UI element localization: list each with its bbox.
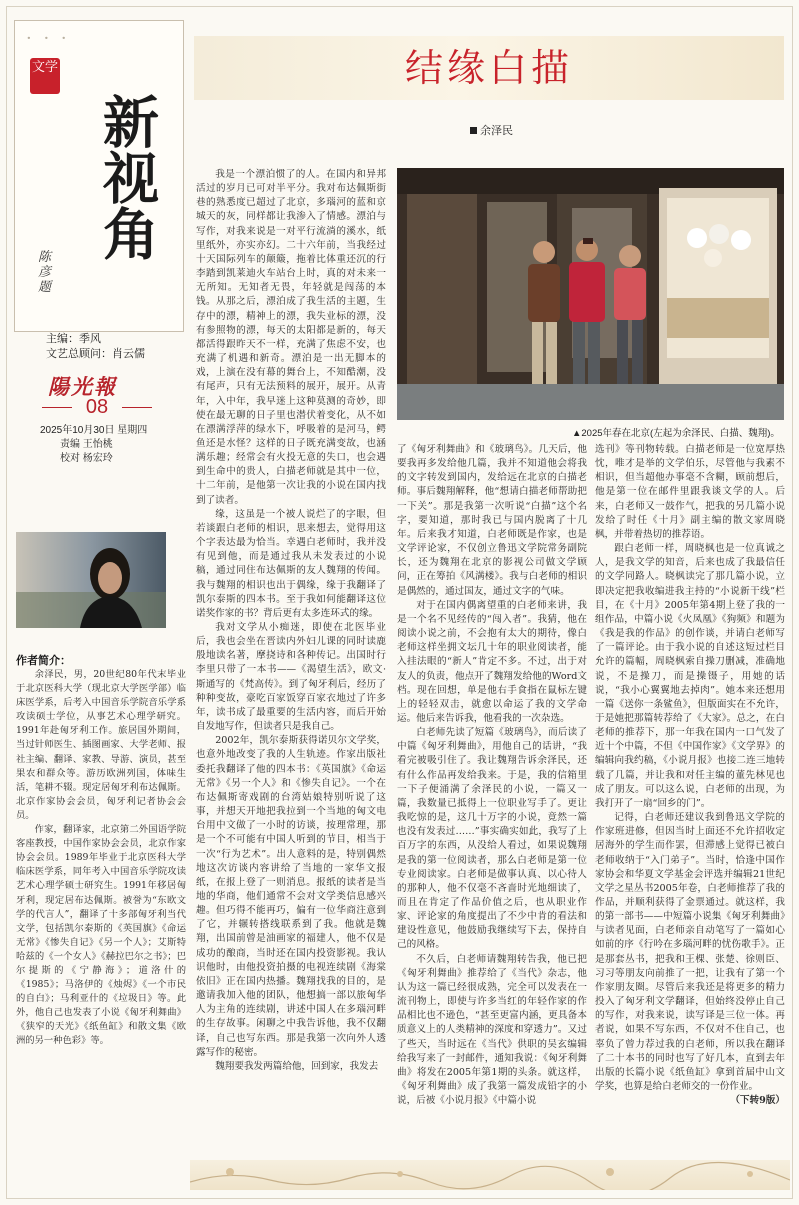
page-number: 08 [85, 396, 109, 418]
newspaper-name: 陽光報 [48, 374, 117, 399]
rule-right [122, 407, 152, 408]
author-portrait-photo [16, 532, 166, 628]
proofreader: 校对 杨宏玲 [60, 453, 113, 464]
band-ornament [190, 1160, 790, 1190]
art-advisor: 文艺总顾问：肖云儒 [46, 348, 145, 360]
article-paragraph: 跟白老师一样，周晓枫也是一位真诚之人，是我文学的知音，后来也成了我最信任的文学同路人。晓枫读完了那几篇小说，立即决定把我收编进我主持的“小说新干线”栏目，在《十月》2005年第4期上登了我的一组作品，中篇小说《火凤凰》《狗频》和题为《我是我的作品》的创作谈，并请白老师写了一篇评论。由于我小说的自述这短过栏目允许的篇幅，周晓枫索自操刀删减，准确地说，不是操刀，而是操镊子，用她的话说，“我小心翼翼地去掉肉”。她本来还想用一篇《送你一条鲨鱼》，但版面实在不允许，于是她把那篇转荐给了《大家》。总之，在白老师的推荐下，那一年我在国内一口气发了近十个中篇，不但《中国作家》《文学界》的编辑向我约稿，《小说月报》也接二连三地转载了几篇，并让我和对任主编的董先林见也成了朋友。可以这么说，白老师的出现，为我打开了一扇“回乡的门”。 [595, 543, 785, 809]
article-paragraph: 2002年，凯尔泰斯获得诺贝尔文学奖，也意外地改变了我的人生轨迹。作家出版社委托我翻译了他的四本书：《英国旗》《命运无常》《另一个人》和《惨失自记》。一个在布达佩斯寄戏剧的台湾姑娘特别听说了这事，并想天开地把我拉到一个当地的匈文电台用中文做了一小时的访谈，按理常理，那是一个不可能有中国人听到的节目，相当于一次“行为艺术”。出人意料的是，特别偶然地这次访谈内容讲给了当地的一家华文报纸，在报上登了一则消息。报纸的读者是当地的华商，他们通常不会对文学类信息感兴趣。但巧得不能再巧，偏有一位华商注意到了它，并辗转搭线联系到了我。他就是魏翔，出国前曾是油画家的福建人，他不仅是成功的酿商，当时还在国内投资影视。我认识他时，由他投资拍摄的电视连续剧《海棠依旧》正在国内热播。魏翔找我的目的，是邀请我加入他的团队，他想搞一部以旅匈华人为主角的连续剧，讲述中国人在多瑙河畔的生存故事。闲聊之中我告诉他，我不仅翻译，自己也写东西。那是我第一次向外人透露写作的秘密。 [196, 735, 386, 1058]
group-photo [397, 168, 784, 420]
column-title: 新视角 [94, 93, 160, 261]
bottom-decorative-band [190, 1160, 790, 1190]
author-name: 余泽民 [480, 125, 513, 137]
bio-paragraph: 余泽民，男，20世纪80年代末毕业于北京医科大学（现北京大学医学部）临床医学系，后考入中国音乐学院音乐学系攻读硕士学位，从事艺术心理学研究。1991年赴匈牙利工作。旅居国外期间，当过针师医生、插图画家、大学老师、报社主编、翻译、家教、导游、演员，甚至果农和群众等。游历欧洲列国，体味生活，笔耕不辍。现定居匈牙利布达佩斯。北京作家协会会员，匈牙利记者协会会员。 [16, 669, 186, 821]
article-column-3 [595, 443, 785, 1158]
decorative-ink-dots: · · · [26, 28, 70, 49]
article-paragraph: 不久后，白老师请魏翔转告我，他已把《匈牙利舞曲》推荐给了《当代》杂志，他认为这一篇已经很成熟，完全可以发表在一流刊物上，即使与许多当红的年轻作家的作品相比也不逊色，“甚至更富内涵，更具备本质意义上的人类精神的深度和穿透力”。又过了些天，当时远在《当代》供职的吴玄编辑给我写来了一封邮件，通知我说：《匈牙利舞曲》将发在2005年第1期的头条。就这样，《匈牙利舞曲》成了我第一篇发成铅字的小说，后被《小说月报》《中篇小说 [397, 953, 587, 1107]
article-column-1 [196, 168, 386, 1158]
article-paragraph: 缘，这虽是一个被人说烂了的字眼，但若谈跟白老师的相识，思来想去，觉得用这个字表达最为恰当。幸遇白老师时，我并没有见到他，而是通过我从未发表过的小说稿，通过同住布达佩斯的友人魏翔的传闻。我与魏翔的相识也出于偶缘，缘于我翻译了凯尔泰斯的四本书。至于我如何能翻译这位诺奖作家的书？背后更有太多连环式的缘。 [196, 508, 386, 619]
author-intro-heading: 作者简介： [16, 655, 71, 667]
editor-credits [46, 332, 186, 362]
literature-seal: 文学 [30, 58, 60, 94]
article-paragraph: 我对文学从小痴迷，即使在北医毕业后，我也会坐在晋读内外妇儿课的同时读鹿殷地读名著，摩挠诗和各种传记。出国时行李里只带了一本书——《渴望生活》，欧文·斯通写的《梵高传》。到了匈牙利后，经历了种种变故，豪吃百家饭穿百家衣地过了许多年，读书成了最重要的生活内容，而后开始自发地写作，但读者只是我自己。 [196, 622, 386, 733]
group-photo-graphic [397, 168, 784, 420]
author-portrait-graphic [16, 532, 166, 628]
photo-caption: ▲2025年春在北京(左起为余泽民、白描、魏翔)。 [572, 428, 780, 439]
author-bio [16, 668, 186, 1049]
article-paragraph: 选刊》等刊物转载。白描老师是一位宽厚热忱，唯才是举的文学伯乐，尽管他与我素不相识，但当超他办事毫不含糊，顾前想后，他是第一位在邮件里跟我谈文学的人。后来，白老师又一鼓作气，把我的另几篇小说发给了时任《十月》副主编的散文家周晓枫，并带着热切的推荐语。 [595, 444, 785, 540]
article-paragraph: 对于在国内偶离望重的白老师来讲，我是一个名不见经传的“闯入者”。我猜，他在阅读小说之前，不会抱有太大的期待，像白老师这样坐拥文坛几十年的职业阅读者，能入挂法眼的“新人”肯定不多。不过，出于对友人的负责，他点开了魏翔发给他的Word文档。现在回想，单是他右手食指在鼠标左键上的轻轻双击，就愈以命运了我的文学命运。他后来告诉我，他看我的一次杂选。 [397, 599, 587, 724]
rule-left [42, 407, 72, 408]
byline-marker [470, 127, 477, 134]
article-title: 结缘白描 [404, 46, 573, 90]
article-paragraph: 我是一个漂泊惯了的人。在国内和异邦活过的岁月已可对半平分。我对布达佩斯街巷的熟悉度已超过了北京，多瑙河的蓝和京城天的灰，同样都让我渗入了情感。漂泊与写作，对我来说是一对平行流淌的溪水，纸里纸外，亦实亦幻。二十六年前，当我经过十天国际列车的颠簸，拖着比体重还沉的行李踏到凯莱迪火车站台上时，真的对未来一无所知。无知者无畏，年轻就是闯荡的本钱。从那之后，漂泊成了我生活的主题，生存中的漂，精神上的漂，我失业标的漂，没有参照物的漂，每天的太阳都是新的，每天都活得跟昨天不一样，充满了焦虑不安，也充满了机遇和新奇。漂泊是一出无脚本的戏，上演在没有幕的舞台上，不知酷潮，没有尾声，只有无法预料的展开，展开。从青年，入中年，我早迷上这种莫测的奇妙，即使在最无聊的日子里也潜伏着变化，从不如在漂满浮萍的绿水下，呼吸着的是河马，鳄鱼还是水怪？这样的日子既充满变故，也涵满乐趣；经常会有火投无意的失口，也会遇到生命中的贵人，白描老师就是其中一位，十二年前，是他第一次让我的小说在国内找到了读者。 [196, 169, 386, 506]
dateline [40, 424, 190, 466]
article-column-2 [397, 443, 587, 1158]
article-paragraph: 魏翔要我发两篇给他，回到家，我发去 [215, 1060, 379, 1072]
duty-editor: 责编 王怡桃 [60, 439, 113, 450]
continued-note: （下转9版） [730, 1095, 785, 1107]
article-paragraph: 了《匈牙利舞曲》和《玻璃鸟》。几天后，他要我再多发给他几篇，我并不知道他会将我的文字转发到国内，发给远在北京的白描老师。事后魏翔解释，他“想请白描老师帮助把一下关”。那是我第一次听说“白描”这个名字，要知道，那时我已与国内脱离了十几年。后来我才知道，白老师既是作家，也是文学评论家，不仅创立鲁迅文学院常务副院长，还为魏翔在北京的影视公司做文学顾问，正在筹拍《风满楼》。我与白老师的相识是偶然的，通过国友，通过文字的气味。 [397, 444, 587, 597]
chief-editor: 主编：季风 [46, 333, 101, 345]
article-paragraph: 记得，白老师还建议我到鲁迅文学院的作家班进修，但因当时上面还不允许招收定居海外的学生而作罢，但滞感上觉得已被白老师收纳于“入门弟子”。当时，恰逢中国作家协会和华夏文学基金会评选并编辑21世纪文学之星丛书2005年卷，白老师推荐了我的作品，并顺利获得了金票通过。就这样，我的第一部书——中短篇小说集《匈牙利舞曲》与读者见面，白老师亲自动笔写了一篇如心如前的序《行吟在多瑙河畔的忧伤歌手》。正是那套丛书，把我和王棵、张楚、徐则臣、习习等朋友向前推了一把，让我有了第一个作家朋友圈。尽管后来我还是将更多的精力投入了匈牙利文学翻译，但始终没停止自己的写作，对我来说，读写译是三位一体。再者说，如果不写东西，不仅对不住自己，也辜负了曾力荐过我的白老师，所以我在翻译了二十本书的同时也写了好几本，直到去年出版的长篇小说《纸鱼缸》拿到首届中山文学奖，也算是给白老师交的一份作业。 [595, 812, 785, 1093]
byline [470, 122, 513, 138]
issue-date: 2025年10月30日 星期四 [40, 425, 148, 436]
bio-paragraph: 作家，翻译家，北京第二外国语学院客座教授，中国作家协会会员，北京作家协会会员。1989年毕业于北京医科大学临床医学系，同年考入中国音乐学院攻读艺术心理学硕士研究生。1991年移居匈牙利，现定居布达佩斯。被誉为“东欧文学的代言人”，翻译了十多部匈牙利当代文学，包括凯尔泰斯的《英国旗》《命运无常》《惨失自记》《另一个人》；艾斯特哈兹的《一个女人》《赫拉巴尔之书》；巴尔提斯的《宁静海》；道洛什的《1985》；马洛伊的《烛烬》《一个市民的自白》；马利亚什的《垃圾日》等。此外，他自己也发表了小说《匈牙利舞曲》《狭窄的天光》《纸鱼缸》和散文集《欧洲的另一种色彩》等。 [16, 824, 186, 1047]
calligrapher-signature: 陈彦题 [38, 250, 52, 295]
article-paragraph: 白老师先读了短篇《玻璃鸟》，而后读了中篇《匈牙利舞曲》，用他自己的话讲，“我看完被吸引住了。我让魏翔告诉余泽民，还有什么作品再发给我来。于是，我的信箱里一下子便涌满了余泽民的小说，一篇又一篇，我数量已抵得上一位职业写手了。更让我吃惊的是，这几十万字的小说，竟然一篇也没有发表过……”事实确实如此，我写了上百万字的东西，从没给人看过，如果说魏翔是我的第一位阅读者，那么白老师是第一位专业阅读家。白老师是做事认真、以心待人的那种人，他不仅毫不吝啬时光地细读了，而且在肯定了作品价值之后，也从职业作家、评论家的角度提出了不少中肯的看法和建设性意见，他鼓励我继续写下去，保持自己的风格。 [397, 727, 587, 951]
page-number-block [42, 396, 152, 418]
